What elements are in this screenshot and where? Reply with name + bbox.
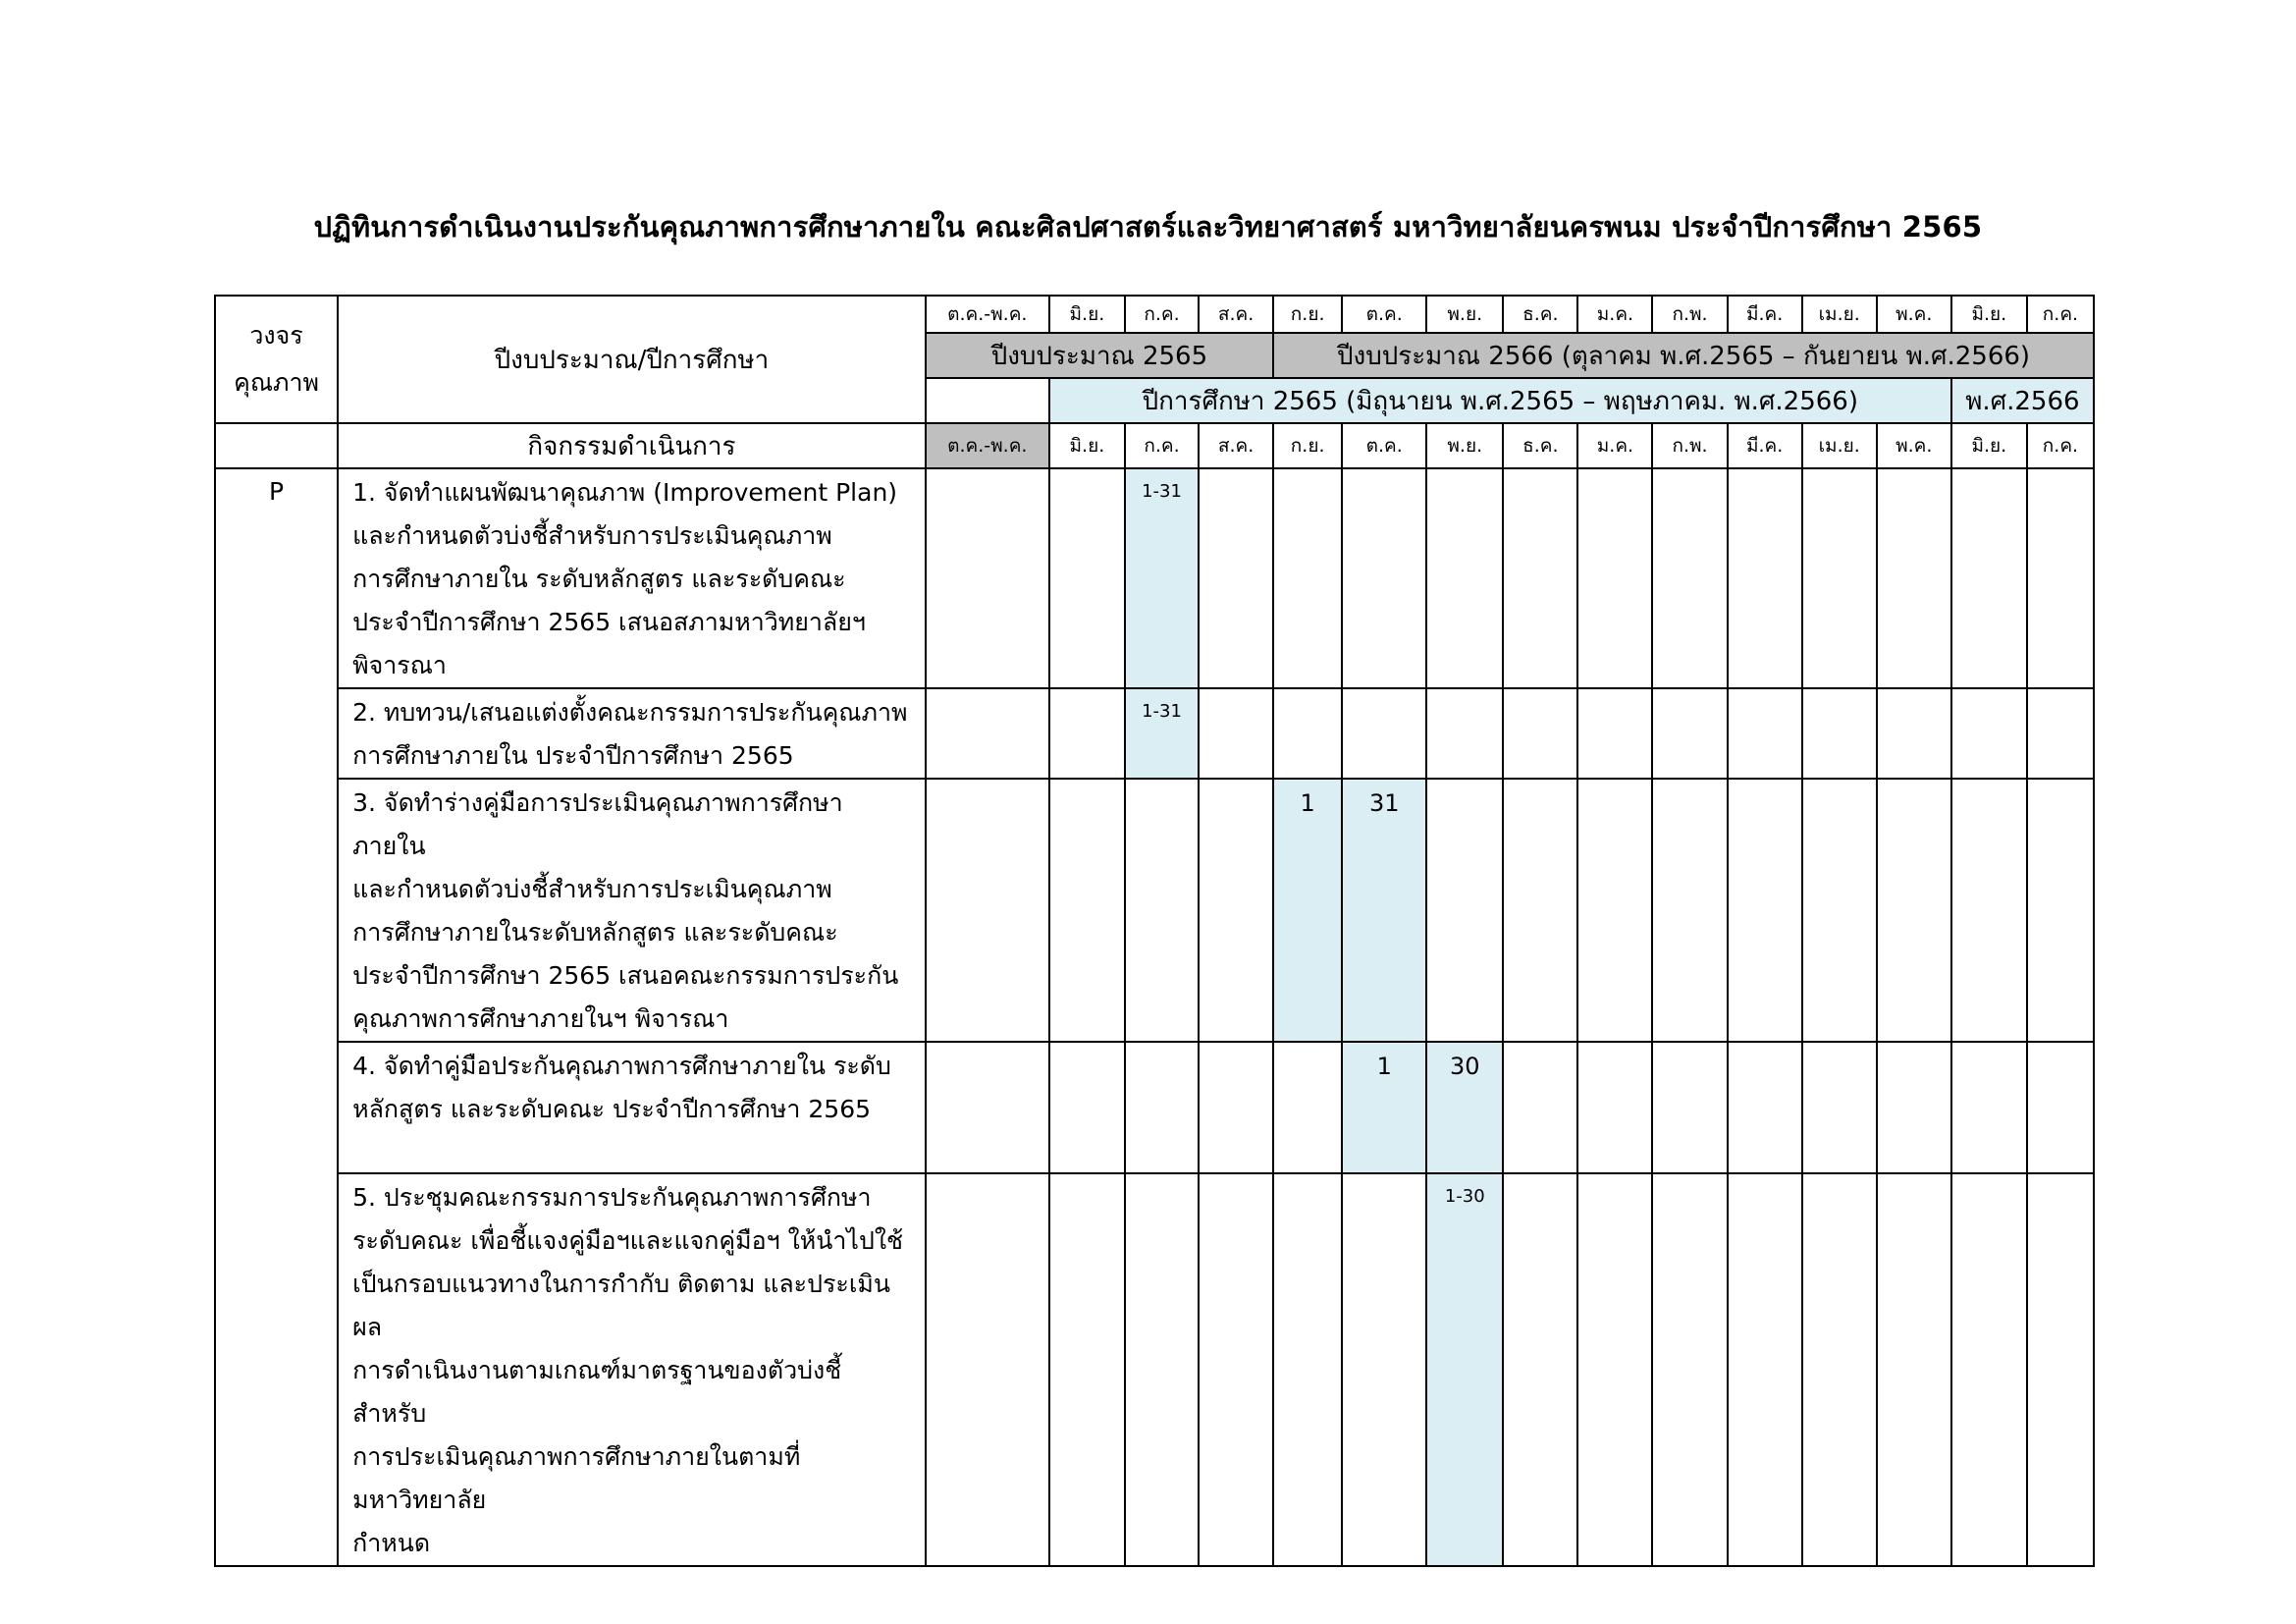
schedule-mark: 1-30: [1444, 1186, 1485, 1207]
month-header-5: ต.ค.: [1342, 296, 1426, 333]
schedule-cell: [1577, 468, 1652, 688]
activity-line: และกำหนดตัวบ่งชี้สำหรับการประเมินคุณภาพ: [352, 521, 832, 550]
schedule-cell: [1728, 468, 1802, 688]
schedule-cell: [1652, 688, 1727, 779]
schedule-cell-active: [1342, 1042, 1426, 1173]
month-subheader-14: ก.ค.: [2027, 423, 2094, 468]
schedule-cell: [926, 1173, 1049, 1566]
activity-line: 1. จัดทำแผนพัฒนาคุณภาพ (Improvement Plan): [352, 478, 898, 507]
cycle-phase-cell: P: [215, 468, 338, 1566]
schedule-cell: [1577, 1042, 1652, 1173]
schedule-cell: [1728, 779, 1802, 1042]
schedule-cell: [1951, 468, 2027, 688]
schedule-cell-active: [1125, 688, 1199, 779]
schedule-cell: [1125, 1173, 1199, 1566]
month-subheader-10: มี.ค.: [1728, 423, 1802, 468]
schedule-cell: [1049, 1173, 1125, 1566]
month-header-14: ก.ค.: [2027, 296, 2094, 333]
schedule-cell: [1877, 1173, 1951, 1566]
schedule-cell: [1728, 1042, 1802, 1173]
month-header-8: ม.ค.: [1577, 296, 1652, 333]
schedule-cell: [1802, 1173, 1877, 1566]
schedule-mark: 31: [1368, 789, 1400, 817]
activity-row: [215, 779, 2094, 1042]
academic-year-2565: ปีการศึกษา 2565 (มิถุนายน พ.ศ.2565 – พฤษภาคม. พ.ศ.2566): [1049, 378, 1951, 423]
schedule-cell: [1802, 468, 1877, 688]
be-2566: พ.ศ.2566: [1951, 378, 2094, 423]
schedule-cell: [1199, 779, 1273, 1042]
cycle-label-line1: วงจร: [249, 321, 303, 350]
schedule-cell-active: [1273, 779, 1342, 1042]
fiscal-year-2566: ปีงบประมาณ 2566 (ตุลาคม พ.ศ.2565 – กันยายน พ.ศ.2566): [1273, 333, 2094, 378]
month-subheader-4: ก.ย.: [1273, 423, 1342, 468]
month-header-row-top: [215, 296, 2094, 333]
activity-line: 2. ทบทวน/เสนอแต่งตั้งคณะกรรมการประกันคุณภาพ: [352, 698, 908, 727]
schedule-cell: [1199, 1173, 1273, 1566]
schedule-cell: [1503, 468, 1577, 688]
activity-line: คุณภาพการศึกษาภายในฯ พิจารณา: [352, 1004, 729, 1033]
cycle-label-line2: คุณภาพ: [234, 368, 320, 397]
schedule-cell: [926, 688, 1049, 779]
schedule-cell: [1951, 688, 2027, 779]
month-subheader-3: ส.ค.: [1199, 423, 1273, 468]
activity-line: การศึกษาภายใน ระดับหลักสูตร และระดับคณะ: [352, 565, 846, 593]
schedule-cell: [1951, 1173, 2027, 1566]
schedule-cell: [2027, 688, 2094, 779]
schedule-cell-active: [1125, 468, 1199, 688]
schedule-mark: 1-31: [1142, 481, 1182, 502]
activity-line: การศึกษาภายใน ประจำปีการศึกษา 2565: [352, 741, 794, 770]
activity-line: 3. จัดทำร่างคู่มือการประเมินคุณภาพการศึกษาภายใน: [352, 788, 843, 860]
activity-description: [338, 688, 926, 779]
month-subheader-2: ก.ค.: [1125, 423, 1199, 468]
schedule-cell: [1728, 688, 1802, 779]
activity-row: [215, 468, 2094, 688]
activity-line: เป็นกรอบแนวทางในการกำกับ ติดตาม และประเมินผล: [352, 1270, 890, 1341]
month-subheader-11: เม.ย.: [1802, 423, 1877, 468]
activity-line: ประจำปีการศึกษา 2565 เสนอคณะกรรมการประกัน: [352, 961, 899, 990]
schedule-cell: [1728, 1173, 1802, 1566]
activity-row: [215, 688, 2094, 779]
cycle-header-blank: [215, 423, 338, 468]
month-header-10: มี.ค.: [1728, 296, 1802, 333]
activity-description: [338, 779, 926, 1042]
schedule-cell-active: [1426, 1042, 1503, 1173]
schedule-cell: [2027, 468, 2094, 688]
activity-header: กิจกรรมดำเนินการ: [338, 423, 926, 468]
month-header-0: ต.ค.-พ.ค.: [926, 296, 1049, 333]
schedule-mark: 1: [1300, 789, 1315, 817]
schedule-cell: [1199, 1042, 1273, 1173]
schedule-cell-active: [1426, 1173, 1503, 1566]
schedule-cell: [1503, 1042, 1577, 1173]
activity-line: 5. ประชุมคณะกรรมการประกันคุณภาพการศึกษา: [352, 1183, 872, 1212]
month-subheader-13: มิ.ย.: [1951, 423, 2027, 468]
schedule-cell: [1049, 688, 1125, 779]
schedule-cell: [1273, 1173, 1342, 1566]
schedule-cell: [1802, 688, 1877, 779]
schedule-cell-active: [1342, 779, 1426, 1042]
schedule-cell: [1877, 779, 1951, 1042]
schedule-cell: [1503, 1173, 1577, 1566]
schedule-cell: [1125, 779, 1199, 1042]
schedule-cell: [1503, 779, 1577, 1042]
month-subheader-7: ธ.ค.: [1503, 423, 1577, 468]
month-subheader-12: พ.ค.: [1877, 423, 1951, 468]
schedule-cell: [1199, 688, 1273, 779]
activity-line: การดำเนินงานตามเกณฑ์มาตรฐานของตัวบ่งชี้สำหรับ: [352, 1356, 842, 1428]
schedule-cell: [1951, 779, 2027, 1042]
month-header-2: ก.ค.: [1125, 296, 1199, 333]
schedule-cell: [1273, 468, 1342, 688]
month-header-11: เม.ย.: [1802, 296, 1877, 333]
schedule-cell: [1426, 779, 1503, 1042]
academic-year-empty: [926, 378, 1049, 423]
schedule-cell: [1342, 1173, 1426, 1566]
quality-calendar-table: [214, 295, 2095, 1567]
schedule-cell: [2027, 779, 2094, 1042]
schedule-cell: [1951, 1042, 2027, 1173]
schedule-cell: [1652, 468, 1727, 688]
schedule-cell: [1877, 468, 1951, 688]
activity-line: พิจารณา: [352, 651, 447, 679]
month-header-row-bottom: [215, 423, 2094, 468]
activity-description: [338, 1042, 926, 1173]
schedule-cell: [1049, 779, 1125, 1042]
activity-line: 4. จัดทำคู่มือประกันคุณภาพการศึกษาภายใน ระดับ: [352, 1052, 891, 1080]
cycle-header: [215, 296, 338, 423]
schedule-cell: [1577, 688, 1652, 779]
schedule-cell: [1652, 1173, 1727, 1566]
activity-line: กำหนด: [352, 1529, 431, 1557]
schedule-cell: [1577, 1173, 1652, 1566]
schedule-cell: [1652, 1042, 1727, 1173]
schedule-cell: [926, 468, 1049, 688]
fiscal-year-2565: ปีงบประมาณ 2565: [926, 333, 1273, 378]
month-subheader-8: ม.ค.: [1577, 423, 1652, 468]
month-subheader-1: มิ.ย.: [1049, 423, 1125, 468]
schedule-cell: [1273, 688, 1342, 779]
page-title: ปฏิทินการดำเนินงานประกันคุณภาพการศึกษาภายใน คณะศิลปศาสตร์และวิทยาศาสตร์ มหาวิทยาลัยนครพนม ประจำปีการศึกษา 2565: [313, 210, 1983, 244]
activity-description: [338, 1173, 926, 1566]
month-header-12: พ.ค.: [1877, 296, 1951, 333]
schedule-cell: [1049, 468, 1125, 688]
schedule-mark: 30: [1450, 1053, 1480, 1080]
month-header-4: ก.ย.: [1273, 296, 1342, 333]
schedule-cell: [1426, 468, 1503, 688]
schedule-cell: [1125, 1042, 1199, 1173]
month-header-7: ธ.ค.: [1503, 296, 1577, 333]
activity-line: หลักสูตร และระดับคณะ ประจำปีการศึกษา 2565: [352, 1095, 872, 1123]
schedule-cell: [1877, 688, 1951, 779]
activity-description: [338, 468, 926, 688]
schedule-cell: [926, 779, 1049, 1042]
month-subheader-9: ก.พ.: [1652, 423, 1727, 468]
schedule-cell: [1652, 779, 1727, 1042]
month-header-9: ก.พ.: [1652, 296, 1727, 333]
activity-row: [215, 1173, 2094, 1566]
activity-row: [215, 1042, 2094, 1173]
month-header-3: ส.ค.: [1199, 296, 1273, 333]
activity-line: การศึกษาภายในระดับหลักสูตร และระดับคณะ: [352, 918, 838, 947]
schedule-cell: [1199, 468, 1273, 688]
schedule-mark: 1: [1376, 1053, 1392, 1080]
activity-line: ระดับคณะ เพื่อชี้แจงคู่มือฯและแจกคู่มือฯ ให้นำไปใช้: [352, 1226, 904, 1255]
schedule-cell: [1426, 688, 1503, 779]
month-header-6: พ.ย.: [1426, 296, 1503, 333]
month-header-13: มิ.ย.: [1951, 296, 2027, 333]
month-subheader-6: พ.ย.: [1426, 423, 1503, 468]
schedule-cell: [1049, 1042, 1125, 1173]
schedule-cell: [1877, 1042, 1951, 1173]
schedule-cell: [1577, 779, 1652, 1042]
schedule-cell: [1273, 1042, 1342, 1173]
activity-line: และกำหนดตัวบ่งชี้สำหรับการประเมินคุณภาพ: [352, 875, 832, 903]
schedule-cell: [1503, 688, 1577, 779]
schedule-cell: [1802, 1042, 1877, 1173]
activity-line: ประจำปีการศึกษา 2565 เสนอสภามหาวิทยาลัยฯ: [352, 608, 866, 636]
month-subheader-5: ต.ค.: [1342, 423, 1426, 468]
schedule-cell: [1342, 468, 1426, 688]
month-header-1: มิ.ย.: [1049, 296, 1125, 333]
year-header: ปีงบประมาณ/ปีการศึกษา: [338, 296, 926, 423]
schedule-cell: [1802, 779, 1877, 1042]
activity-line: การประเมินคุณภาพการศึกษาภายในตามที่มหาวิทยาลัย: [352, 1442, 801, 1514]
schedule-cell: [2027, 1042, 2094, 1173]
schedule-cell: [1342, 688, 1426, 779]
schedule-cell: [2027, 1173, 2094, 1566]
schedule-cell: [926, 1042, 1049, 1173]
month-subheader-0: ต.ค.-พ.ค.: [926, 423, 1049, 468]
schedule-mark: 1-31: [1142, 701, 1182, 722]
